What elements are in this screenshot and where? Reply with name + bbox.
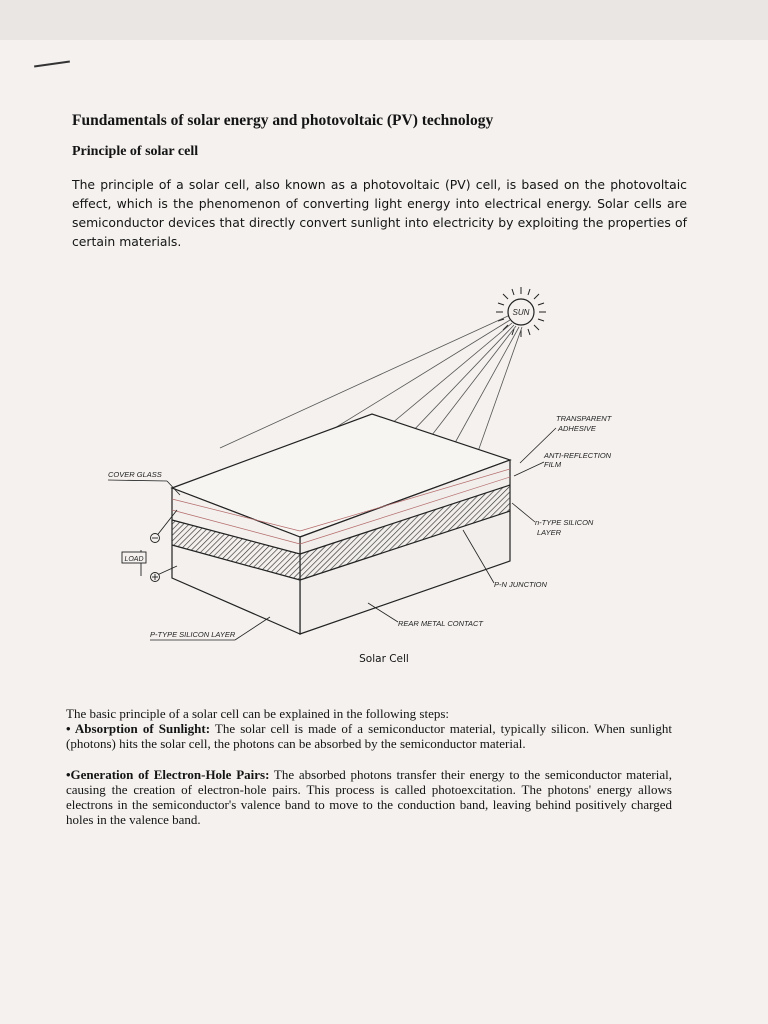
svg-text:P-TYPE SILICON LAYER: P-TYPE SILICON LAYER <box>150 630 236 639</box>
steps-section <box>66 706 672 827</box>
page-top-shade <box>0 0 768 40</box>
label-rear-metal-contact <box>368 603 484 628</box>
svg-text:REAR METAL CONTACT: REAR METAL CONTACT <box>398 619 484 628</box>
step-1-heading: • Absorption of Sunlight: <box>66 721 211 736</box>
positive-terminal-icon <box>151 573 160 582</box>
svg-text:LAYER: LAYER <box>537 528 562 537</box>
svg-text:P-N JUNCTION: P-N JUNCTION <box>494 580 547 589</box>
step-2 <box>66 767 672 827</box>
label-n-type-layer <box>512 503 594 537</box>
intro-paragraph: The principle of a solar cell, also known as a photovoltaic (PV) cell, is based on the photovoltaic effect, which is the phenomenon of converting light energy into electrical energy. Solar cells are semiconductor devices that directly convert sunlight into electricity by exploiting the properties of certain materials. <box>72 177 687 249</box>
svg-text:TRANSPARENT: TRANSPARENT <box>556 414 612 423</box>
svg-text:COVER GLASS: COVER GLASS <box>108 470 162 479</box>
load-circuit <box>122 510 177 576</box>
steps-intro: The basic principle of a solar cell can be explained in the following steps: <box>66 706 450 721</box>
solar-cell-diagram <box>0 280 768 650</box>
negative-terminal-icon <box>151 534 160 543</box>
svg-text:n-TYPE SILICON: n-TYPE SILICON <box>535 518 594 527</box>
figure-caption: Solar Cell <box>359 653 409 665</box>
step-2-text: The absorbed photons transfer their energy to the semiconductor material, causing the creation of electron-hole pairs. This process is called photoexcitation. The photons' energy allows electrons in the semiconductor's valence band to move to the conduction band, leaving behind positively charged holes in the valence band. <box>66 767 672 827</box>
document-title: Fundamentals of solar energy and photovoltaic (PV) technology <box>72 112 494 129</box>
step-1 <box>66 721 672 751</box>
label-cover-glass <box>108 470 180 495</box>
step-2-heading: •Generation of Electron-Hole Pairs: <box>66 767 270 782</box>
load-label: LOAD <box>124 556 144 563</box>
pen-mark <box>34 61 70 68</box>
svg-text:ADHESIVE: ADHESIVE <box>558 424 596 433</box>
section-heading: Principle of solar cell <box>72 144 199 159</box>
sun-label: SUN <box>512 308 530 317</box>
step-1-text: The solar cell is made of a semiconductor material, typically silicon. When sunlight (photons) hits the solar cell, the photons can be absorbed by the semiconductor material. <box>66 721 673 751</box>
svg-text:ANTI-REFLECTION: ANTI-REFLECTION <box>544 451 612 460</box>
svg-text:FILM: FILM <box>544 460 562 469</box>
label-p-type-layer <box>150 617 270 640</box>
